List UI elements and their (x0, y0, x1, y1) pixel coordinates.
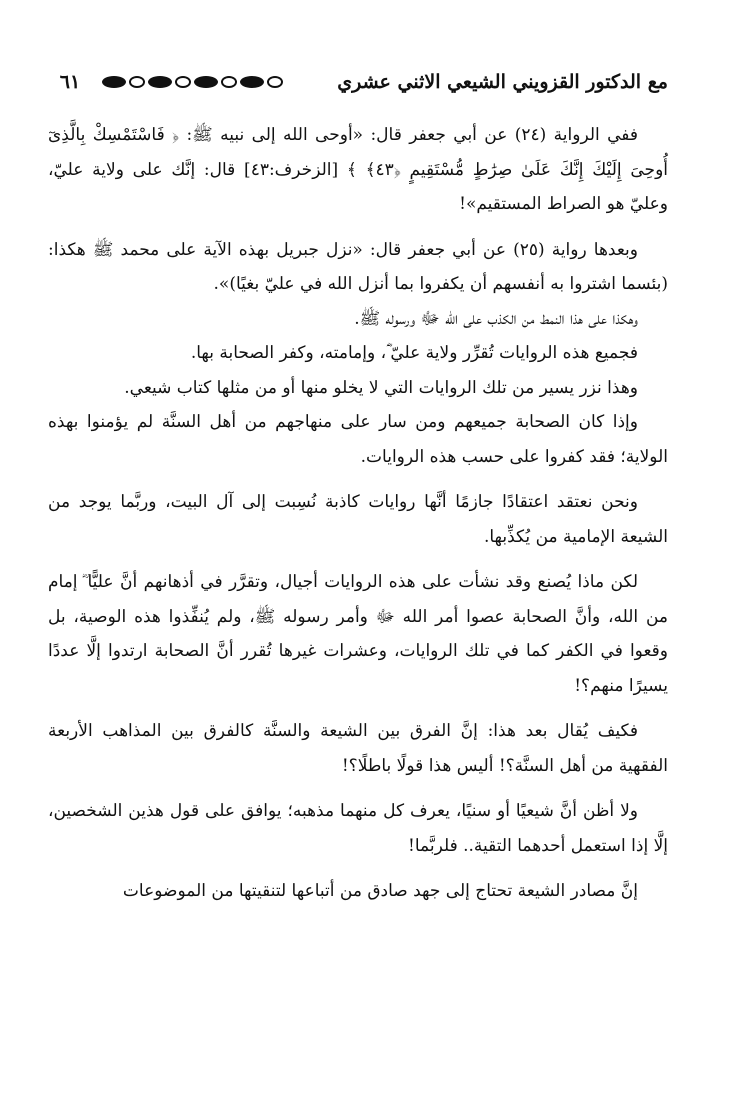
paragraph: وهذا نزر يسير من تلك الروايات التي لا يخلو منها أو من مثلها كتاب شيعي. (124, 377, 638, 398)
paragraph: وإذا كان الصحابة جميعهم ومن سار على منهاجهم من أهل السنَّة لم يؤمنوا بهذه الولاية؛ فقد كفروا على حسب هذه الروايات. (48, 412, 668, 467)
paragraph: إنَّ مصادر الشيعة تحتاج إلى جهد صادق من أتباعها لتنقيتها من الموضوعات (122, 881, 638, 901)
paragraph: ونحن نعتقد اعتقادًا جازمًا أنَّها روايات كاذبة نُسِبت إلى آل البيت، وربَّما يوجد من الشيعة الإمامية من يُكذِّبها. (48, 492, 668, 547)
paragraph: فجميع هذه الروايات تُقرِّر ولاية عليّ ؓ، وإمامته، وكفر الصحابة بها. (190, 343, 638, 363)
header-ornament (102, 76, 283, 88)
paragraph: فكيف يُقال بعد هذا: إنَّ الفرق بين الشيعة والسنَّة كالفرق بين المذاهب الأربعة الفقهية من أهل السنَّة؟! أليس هذا قولًا باطلًا؟! (48, 721, 668, 776)
paragraph: وبعدها رواية (٢٥) عن أبي جعفر قال: «نزل جبريل بهذه الآية على محمد ﷺ هكذا: (بئسما اشتروا به أنفسهم أن يكفروا بما أنزل الله في عليّ بغيًا)». (48, 239, 668, 294)
running-title: مع الدكتور القزويني الشيعي الاثني عشري (337, 71, 668, 93)
body-text (48, 118, 668, 909)
paragraph: ففي الرواية (٢٤) عن أبي جعفر قال: «أوحى الله إلى نبيه ﷺ: ﴿ فَاسْتَمْسِكْ بِالَّذِىٓ أُوحِىَ إِلَيْكَ إِنَّكَ عَلَىٰ صِرَٰطٍ مُّسْتَقِيمٍ ﴿٤٣﴾ ﴾ [الزخرف:٤٣] قال: إنَّك على ولاية عليّ، وعليّ هو الصراط المستقيم»! (48, 125, 668, 214)
paragraph: ولا أظن أنَّ شيعيًا أو سنيًا، يعرف كل منهما مذهبه؛ يوافق على قول هذين الشخصين، إلَّا إذا استعمل أحدهما التقية.. فلربَّما! (48, 801, 668, 856)
paragraph: لكن ماذا يُصنع وقد نشأت على هذه الروايات أجيال، وتقرَّر في أذهانهم أنَّ عليًّا ؓ إمام من الله، وأنَّ الصحابة عصوا أمر الله ﷻ وأمر رسوله ﷺ، ولم يُنفِّذوا هذه الوصية، بل وقعوا في الكفر كما في تلك الروايات، وعشرات غيرها تُقرر أنَّ الصحابة ارتدوا إلَّا عددًا يسيرًا منهم؟! (48, 572, 668, 696)
paragraph: وهكذا على هذا النمط من الكذب على الله ﷻ ورسوله ﷺ. (354, 308, 638, 329)
page-header (48, 62, 668, 102)
page-number: ٦١ (59, 71, 81, 93)
